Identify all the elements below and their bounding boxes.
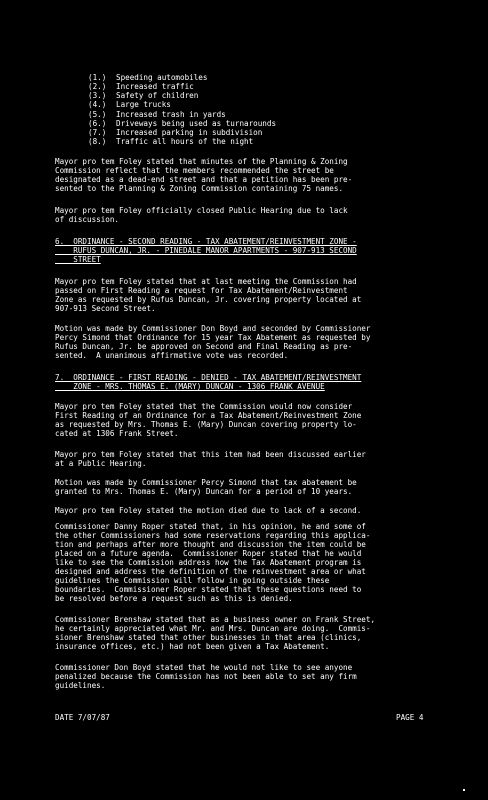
text-line: Rufus Duncan, Jr. be approved on Second and Final Reading as pre- [55,342,353,351]
list-item: (5.) Increased trash in yards [88,110,226,119]
text-line: guidelines. [55,681,106,690]
list-item: (7.) Increased parking in subdivision [88,128,263,137]
text-line: Mayor pro tem Foley stated that at last meeting the Commission had [55,277,357,286]
text-line: Mayor pro tem Foley stated that the Commission would now consider [55,402,353,411]
text-line: Mayor pro tem Foley stated that minutes of the Planning & Zoning [55,157,348,166]
list-item: (3.) Safety of children [88,91,199,100]
text-line: Mayor pro tem Foley officially closed Public Hearing due to lack [55,206,348,215]
text-line: penalized because the Commission has not been able to set any firm [55,672,357,681]
list-item: (6.) Driveways being used as turnarounds [88,119,277,128]
text-line: Mayor pro tem Foley stated the motion died due to lack of a second. [55,506,362,515]
footer-page-number: PAGE 4 [396,713,424,722]
text-line: he certainly appreciated what Mr. and Mrs. Duncan are doing. Commis- [55,624,371,633]
text-line: as requested by Mrs. Thomas E. (Mary) Duncan covering property lo- [55,420,357,429]
text-line: Commissioner Brenshaw stated that as a business owner on Frank Street, [55,615,376,624]
list-item: (8.) Traffic all hours of the night [88,137,254,146]
text-line: cated at 1306 Frank Street. [55,429,179,438]
text-line: designated as a dead-end street and that a petition has been pre- [55,175,353,184]
text-line: Commissioner Don Boyd stated that he would not like to see anyone [55,663,353,672]
heading-line: ZONE - MRS. THOMAS E. (MARY) DUNCAN - 1306 FRANK AVENUE [55,382,325,391]
text-line: sented to the Planning & Zoning Commission containing 75 names. [55,184,344,193]
text-line: First Reading of an Ordinance for a Tax Abatement/Reinvestment Zone [55,411,362,420]
heading-line: RUFUS DUNCAN, JR. - PINEDALE MANOR APARTMENTS - 907-913 SECOND [55,246,357,255]
text-line: tion and perhaps after more thought and discussion the item could be [55,540,366,549]
list-item: (4.) Large trucks [88,100,171,109]
text-line: Zone as requested by Rufus Duncan, Jr. covering property located at [55,295,362,304]
text-line: insurance offices, etc.) had not been given a Tax Abatement. [55,642,330,651]
text-line: guidelines the Commission will follow in going outside these [55,576,330,585]
footer-date: DATE 7/07/87 [55,713,110,722]
list-item: (2.) Increased traffic [88,82,194,91]
text-line: Mayor pro tem Foley stated that this item had been discussed earlier [55,450,366,459]
scan-speck [463,789,465,791]
text-line: Motion was made by Commissioner Percy Simond that tax abatement be [55,478,357,487]
text-line: 907-913 Second Street. [55,304,156,313]
text-line: be resolved before a request such as this is denied. [55,594,293,603]
heading-line: 6. ORDINANCE - SECOND READING - TAX ABATEMENT/REINVESTMENT ZONE - [55,237,357,246]
text-line: Percy Simond that Ordinance for 15 year Tax Abatement as requested by [55,333,371,342]
text-line: designed and address the definition of the reinvestment area or what [55,567,366,576]
text-line: granted to Mrs. Thomas E. (Mary) Duncan for a period of 10 years. [55,487,353,496]
heading-line: 7. ORDINANCE - FIRST READING - DENIED - TAX ABATEMENT/REINVESTMENT [55,373,362,382]
text-line: the other Commissioners had some reservations regarding this applica- [55,531,371,540]
text-line: at a Public Hearing. [55,459,147,468]
text-line: of discussion. [55,215,120,224]
text-line: Commissioner Danny Roper stated that, in his opinion, he and some of [55,522,366,531]
text-line: passed on First Reading a request for Tax Abatement/Reinvestment [55,286,348,295]
text-line: sented. A unanimous affirmative vote was recorded. [55,351,289,360]
text-line: boundaries. Commissioner Roper stated that these questions need to [55,585,362,594]
list-item: (1.) Speeding automobiles [88,73,208,82]
text-line: like to see the Commission address how the Tax Abatement program is [55,558,362,567]
text-line: Commission reflect that the members recommended the street be [55,166,334,175]
heading-line: STREET [55,255,101,264]
text-line: sioner Brenshaw stated that other businesses in that area (clinics, [55,633,362,642]
text-line: Motion was made by Commissioner Don Boyd and seconded by Commissioner [55,324,371,333]
text-line: placed on a future agenda. Commissioner Roper stated that he would [55,549,362,558]
